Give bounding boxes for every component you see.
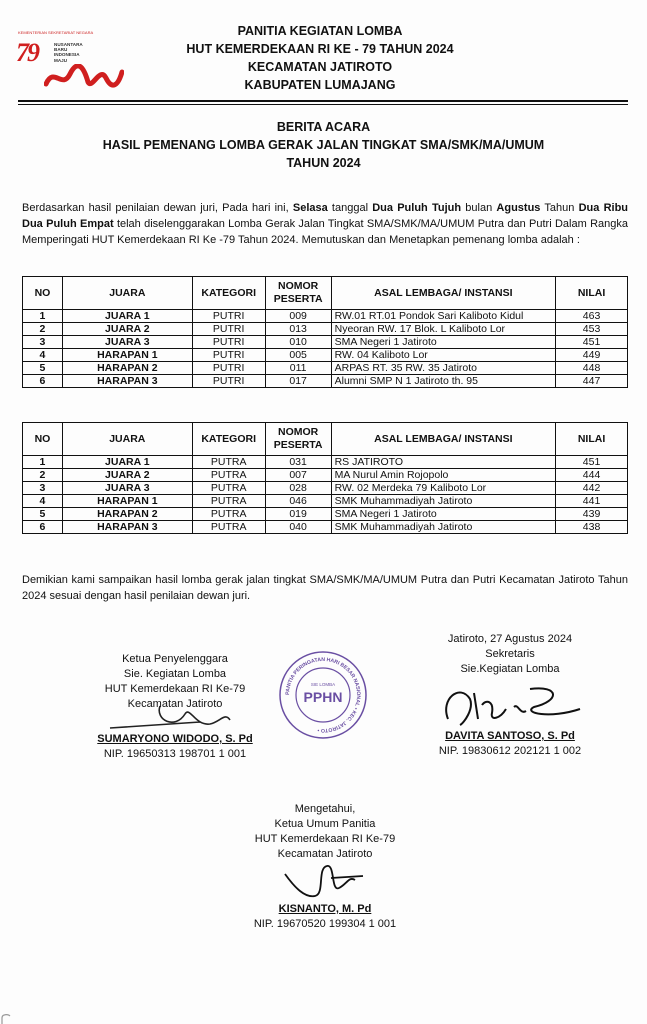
table-row: 2 JUARA 2 PUTRA 007 MA Nurul Amin Rojopolo 444: [23, 469, 628, 482]
signature-right: Jatiroto, 27 Agustus 2024 Sekretaris Sie.Kegiatan Lomba DAVITA SANTOSO, S. Pd NIP. 19830612 202121 1 002: [405, 632, 615, 759]
header-rule-thin: [18, 104, 628, 105]
col-nomor-peserta: NOMOR PESERTA: [265, 423, 331, 456]
stamp-top-text: SIE LOMBA: [310, 682, 336, 687]
signer-name-right: DAVITA SANTOSO, S. Pd: [445, 730, 575, 742]
col-asal: ASAL LEMBAGA/ INSTANSI: [331, 423, 556, 456]
intro-paragraph: Berdasarkan hasil penilaian dewan juri, Pada hari ini, Selasa tanggal Dua Puluh Tujuh bulan Agustus Tahun Dua Ribu Dua Puluh Empat telah diselenggarakan Lomba Gerak Jalan Tingkat SMA/SMK/MA/UMUM Putra dan Putri Dalam Rangka Memperingati HUT Kemerdekaan RI Ke -79 Tahun 2024. Memutuskan dan Menetapkan pemenang lomba adalah :: [22, 202, 629, 246]
table-row: 3 JUARA 3 PUTRI 010 SMA Negeri 1 Jatiroto 451: [23, 336, 628, 349]
doc-year: TAHUN 2024: [286, 156, 361, 170]
table-row: 5 HARAPAN 2 PUTRI 011 ARPAS RT. 35 RW. 35 Jatiroto 448: [23, 362, 628, 375]
logo-number: 79: [16, 38, 38, 67]
closing-paragraph: Demikian kami sampaikan hasil lomba gerak jalan tingkat SMA/SMK/MA/UMUM Putra dan Putri Kecamatan Jatiroto Tahun 2024 sesuai dengan hasil penilaian dewan juri.: [22, 574, 628, 602]
table-row: 3 JUARA 3 PUTRA 028 RW. 02 Merdeka 79 Kaliboto Lor 442: [23, 482, 628, 495]
header-line-2: HUT KEMERDEKAAN RI KE - 79 TAHUN 2024: [186, 42, 454, 56]
table-row: 5 HARAPAN 2 PUTRA 019 SMA Negeri 1 Jatiroto 439: [23, 508, 628, 521]
logo-swirl-icon: [44, 64, 124, 92]
col-kategori: KATEGORI: [192, 423, 265, 456]
table-header-row: [23, 277, 628, 310]
signer-name-center: KISNANTO, M. Pd: [278, 903, 372, 915]
stamp-center-text: PPHN: [303, 689, 343, 705]
table-row: 1 JUARA 1 PUTRA 031 RS JATIROTO 451: [23, 456, 628, 469]
svg-text:PANITIA PERINGATAN HARI BESAR: PANITIA PERINGATAN HARI BESAR NASIONAL • KEC. JATIROTO •: [284, 656, 362, 734]
putri-results-table: [22, 276, 628, 388]
signer-name-left: SUMARYONO WIDODO, S. Pd: [97, 733, 253, 745]
col-juara: JUARA: [62, 423, 192, 456]
table-header-row: [23, 423, 628, 456]
header-line-1: PANITIA KEGIATAN LOMBA: [237, 24, 403, 38]
col-nilai: NILAI: [556, 277, 628, 310]
col-asal: ASAL LEMBAGA/ INSTANSI: [331, 277, 555, 310]
signature-left: Ketua Penyelenggara Sie. Kegiatan Lomba HUT Kemerdekaan RI Ke-79 Kecamatan Jatiroto SUMARYONO WIDODO, S. Pd NIP. 19650313 198701 1 001: [70, 652, 280, 762]
col-nilai: NILAI: [556, 423, 628, 456]
signer-nip-center: NIP. 19670520 199304 1 001: [253, 918, 397, 930]
doc-title: BERITA ACARA: [276, 120, 371, 134]
col-nomor-peserta: NOMOR PESERTA: [265, 277, 331, 310]
header-line-3: KECAMATAN JATIROTO: [247, 60, 393, 74]
header-line-4: KABUPATEN LUMAJANG: [244, 78, 396, 92]
sign-date: Jatiroto, 27 Agustus 2024: [447, 633, 573, 645]
handwritten-signature-center: [265, 858, 385, 908]
doc-subtitle: HASIL PEMENANG LOMBA GERAK JALAN TINGKAT SMA/SMK/MA/UMUM: [102, 138, 545, 152]
signature-center: Mengetahui, Ketua Umum Panitia HUT Kemerdekaan RI Ke-79 Kecamatan Jatiroto KISNANTO, M. Pd NIP. 19670520 199304 1 001: [220, 802, 430, 932]
logo-tag: KEMENTERIAN SEKRETARIAT NEGARA: [18, 30, 94, 35]
signer-nip-right: NIP. 19830612 202121 1 002: [438, 745, 582, 757]
logo-words: NUSANTARA BARU INDONESIA MAJU: [54, 42, 83, 63]
putra-results-table: [22, 422, 628, 534]
col-juara: JUARA: [62, 277, 192, 310]
col-kategori: KATEGORI: [192, 277, 265, 310]
table-row: 2 JUARA 2 PUTRI 013 Nyeoran RW. 17 Blok. L Kaliboto Lor 453: [23, 323, 628, 336]
signer-nip-left: NIP. 19650313 198701 1 001: [103, 748, 247, 760]
table-row: 4 HARAPAN 1 PUTRA 046 SMK Muhammadiyah Jatiroto 441: [23, 495, 628, 508]
col-no: NO: [23, 423, 63, 456]
header-rule: [18, 100, 628, 102]
col-no: NO: [23, 277, 63, 310]
table-row: 1 JUARA 1 PUTRI 009 RW.01 RT.01 Pondok Sari Kaliboto Kidul 463: [23, 310, 628, 323]
page-corner-mark-icon: [0, 1012, 24, 1024]
hut-ri-79-logo: [14, 30, 124, 92]
table-row: 6 HARAPAN 3 PUTRI 017 Alumni SMP N 1 Jatiroto th. 95 447: [23, 375, 628, 388]
pphn-stamp-icon: [278, 650, 368, 740]
table-row: 4 HARAPAN 1 PUTRI 005 RW. 04 Kaliboto Lor 449: [23, 349, 628, 362]
table-row: 6 HARAPAN 3 PUTRA 040 SMK Muhammadiyah Jatiroto 438: [23, 521, 628, 534]
